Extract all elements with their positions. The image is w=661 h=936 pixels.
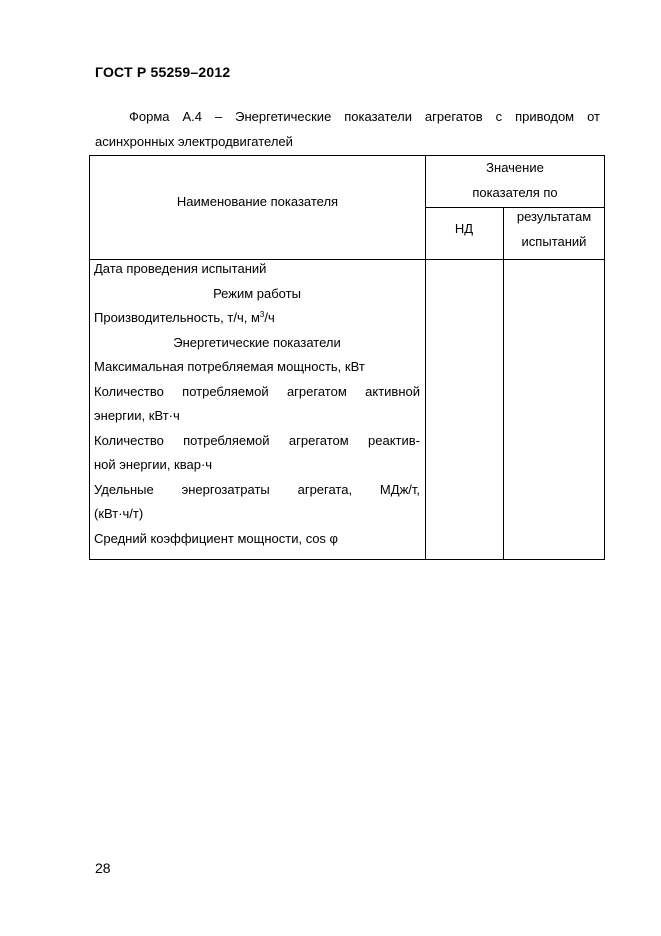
indicators-table bbox=[89, 155, 605, 560]
page-number: 28 bbox=[95, 860, 111, 876]
row-productivity-text: Производительность, т/ч, м bbox=[94, 310, 260, 325]
caption-line-2: асинхронных электродвигателей bbox=[95, 134, 293, 149]
header-results-line-1: результатам bbox=[516, 209, 592, 224]
form-caption bbox=[95, 104, 600, 154]
row-active-energy-line-1: Количество потребляемой агрегатом активной bbox=[94, 384, 420, 399]
row-productivity-unit: /ч bbox=[264, 310, 275, 325]
row-productivity bbox=[94, 306, 420, 331]
caption-line-1: Форма А.4 – Энергетические показатели агрегатов с приводом от bbox=[129, 109, 600, 124]
row-operating-mode: Режим работы bbox=[213, 286, 301, 301]
row-active-energy-line-2: энергии, кВт·ч bbox=[94, 408, 180, 423]
header-name-column: Наименование показателя bbox=[176, 194, 339, 209]
row-max-power: Максимальная потребляемая мощность, кВт bbox=[94, 359, 365, 374]
row-productivity-superscript: 3 bbox=[259, 310, 265, 319]
header-value-line-1: Значение bbox=[486, 160, 544, 175]
row-reactive-energy-line-1: Количество потребляемой агрегатом реактив- bbox=[94, 433, 420, 448]
header-value-line-2: показателя по bbox=[472, 185, 558, 200]
row-energy-indicators-heading: Энергетические показатели bbox=[173, 335, 341, 350]
row-test-date: Дата проведения испытаний bbox=[94, 261, 267, 276]
document-header: ГОСТ Р 55259–2012 bbox=[95, 64, 231, 80]
row-specific-energy-line-2: (кВт·ч/т) bbox=[94, 506, 144, 521]
row-power-factor: Средний коэффициент мощности, cos φ bbox=[94, 531, 338, 546]
row-specific-energy-line-1: Удельные энергозатраты агрегата, МДж/т, bbox=[94, 482, 420, 497]
header-nd-column: НД bbox=[454, 221, 474, 236]
row-reactive-energy-line-2: ной энергии, квар·ч bbox=[94, 457, 213, 472]
header-results-line-2: испытаний bbox=[521, 234, 587, 249]
